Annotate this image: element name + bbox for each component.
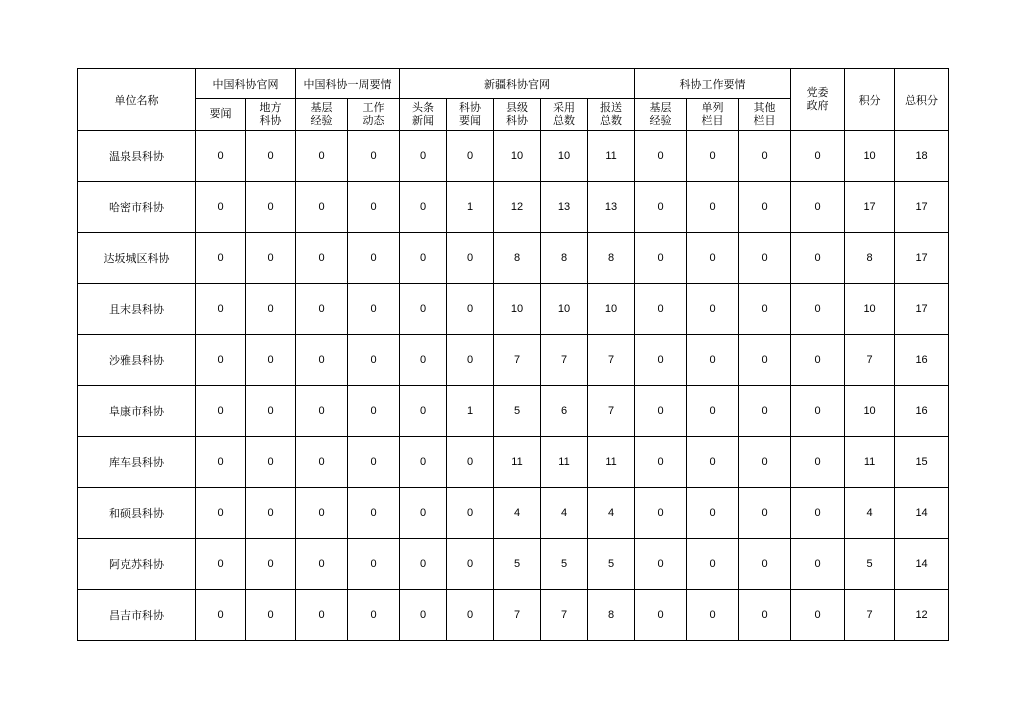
cell-kexie-yaowen: 1	[447, 182, 494, 233]
cell-baosong-zongshu: 13	[588, 182, 635, 233]
unit-name-cell: 阜康市科协	[78, 386, 196, 437]
cell-zongjifen: 12	[895, 590, 949, 641]
cell-gongzuo-dongtai: 0	[348, 335, 400, 386]
cell-qita-lanmu: 0	[739, 590, 791, 641]
cell-danlie-lanmu: 0	[687, 335, 739, 386]
cell-kexie-yaowen: 0	[447, 590, 494, 641]
cell-zongjifen: 15	[895, 437, 949, 488]
cell-danlie-lanmu: 0	[687, 437, 739, 488]
cell-jifen: 8	[845, 233, 895, 284]
cell-danlie-lanmu: 0	[687, 488, 739, 539]
cell-xianji-kexie: 12	[494, 182, 541, 233]
cell-caiyong-zongshu: 7	[541, 590, 588, 641]
cell-danlie-lanmu: 0	[687, 539, 739, 590]
unit-name-cell: 且末县科协	[78, 284, 196, 335]
cell-baosong-zongshu: 7	[588, 386, 635, 437]
cell-jiceng-jingyan-1: 0	[296, 131, 348, 182]
header-col-baosong-zongshu: 报送 总数	[588, 99, 635, 131]
cell-jiceng-jingyan-1: 0	[296, 386, 348, 437]
cell-difang-kexie: 0	[246, 131, 296, 182]
cell-xianji-kexie: 11	[494, 437, 541, 488]
cell-caiyong-zongshu: 5	[541, 539, 588, 590]
cell-jiceng-jingyan-1: 0	[296, 182, 348, 233]
cell-toutiao-xinwen: 0	[400, 335, 447, 386]
cell-dangwei-zhengfu: 0	[791, 182, 845, 233]
cell-toutiao-xinwen: 0	[400, 488, 447, 539]
cell-baosong-zongshu: 11	[588, 131, 635, 182]
cell-gongzuo-dongtai: 0	[348, 590, 400, 641]
cell-jiceng-jingyan-2: 0	[635, 539, 687, 590]
cell-xianji-kexie: 7	[494, 335, 541, 386]
cell-baosong-zongshu: 10	[588, 284, 635, 335]
cell-dangwei-zhengfu: 0	[791, 539, 845, 590]
cell-dangwei-zhengfu: 0	[791, 131, 845, 182]
table-row	[78, 335, 949, 386]
cell-kexie-yaowen: 0	[447, 233, 494, 284]
cell-toutiao-xinwen: 0	[400, 182, 447, 233]
cell-jifen: 10	[845, 386, 895, 437]
header-unit-name: 单位名称	[78, 69, 196, 131]
cell-gongzuo-dongtai: 0	[348, 488, 400, 539]
cell-gongzuo-dongtai: 0	[348, 539, 400, 590]
cell-dangwei-zhengfu: 0	[791, 335, 845, 386]
cell-danlie-lanmu: 0	[687, 386, 739, 437]
table-header	[78, 69, 949, 131]
cell-zongjifen: 16	[895, 335, 949, 386]
header-col-yaowen: 要闻	[196, 99, 246, 131]
cell-zongjifen: 14	[895, 539, 949, 590]
cell-jiceng-jingyan-1: 0	[296, 284, 348, 335]
score-table	[77, 68, 949, 641]
cell-xianji-kexie: 10	[494, 284, 541, 335]
cell-yaowen: 0	[196, 437, 246, 488]
cell-dangwei-zhengfu: 0	[791, 488, 845, 539]
cell-jifen: 5	[845, 539, 895, 590]
cell-gongzuo-dongtai: 0	[348, 233, 400, 284]
cell-jiceng-jingyan-2: 0	[635, 182, 687, 233]
cell-jiceng-jingyan-2: 0	[635, 131, 687, 182]
cell-jiceng-jingyan-2: 0	[635, 386, 687, 437]
cell-caiyong-zongshu: 4	[541, 488, 588, 539]
header-col-difang-kexie: 地方 科协	[246, 99, 296, 131]
header-col-kexie-yaowen: 科协 要闻	[447, 99, 494, 131]
cell-zongjifen: 16	[895, 386, 949, 437]
cell-kexie-yaowen: 0	[447, 335, 494, 386]
cell-jiceng-jingyan-2: 0	[635, 284, 687, 335]
cell-dangwei-zhengfu: 0	[791, 284, 845, 335]
cell-toutiao-xinwen: 0	[400, 437, 447, 488]
cell-qita-lanmu: 0	[739, 131, 791, 182]
cell-danlie-lanmu: 0	[687, 233, 739, 284]
table-row	[78, 437, 949, 488]
unit-name-cell: 哈密市科协	[78, 182, 196, 233]
table-row	[78, 131, 949, 182]
cell-qita-lanmu: 0	[739, 386, 791, 437]
cell-kexie-yaowen: 0	[447, 131, 494, 182]
cell-qita-lanmu: 0	[739, 539, 791, 590]
cell-qita-lanmu: 0	[739, 437, 791, 488]
cell-jiceng-jingyan-1: 0	[296, 590, 348, 641]
unit-name-cell: 沙雅县科协	[78, 335, 196, 386]
table-row	[78, 488, 949, 539]
cell-yaowen: 0	[196, 233, 246, 284]
cell-qita-lanmu: 0	[739, 284, 791, 335]
cell-zongjifen: 17	[895, 233, 949, 284]
unit-name-cell: 和硕县科协	[78, 488, 196, 539]
header-group-cast-weekly: 中国科协一周要情	[296, 69, 400, 99]
cell-zongjifen: 17	[895, 182, 949, 233]
cell-toutiao-xinwen: 0	[400, 284, 447, 335]
unit-name-cell: 阿克苏科协	[78, 539, 196, 590]
cell-yaowen: 0	[196, 131, 246, 182]
cell-jiceng-jingyan-2: 0	[635, 590, 687, 641]
cell-toutiao-xinwen: 0	[400, 131, 447, 182]
cell-jifen: 7	[845, 335, 895, 386]
cell-danlie-lanmu: 0	[687, 284, 739, 335]
table-row	[78, 182, 949, 233]
cell-difang-kexie: 0	[246, 233, 296, 284]
header-col-gongzuo-dongtai: 工作 动态	[348, 99, 400, 131]
header-group-xinjiang-official: 新疆科协官网	[400, 69, 635, 99]
cell-baosong-zongshu: 7	[588, 335, 635, 386]
cell-caiyong-zongshu: 8	[541, 233, 588, 284]
cell-zongjifen: 17	[895, 284, 949, 335]
cell-toutiao-xinwen: 0	[400, 539, 447, 590]
cell-qita-lanmu: 0	[739, 488, 791, 539]
cell-jiceng-jingyan-1: 0	[296, 335, 348, 386]
cell-jifen: 10	[845, 131, 895, 182]
cell-kexie-yaowen: 0	[447, 284, 494, 335]
score-table-container	[77, 68, 948, 641]
cell-yaowen: 0	[196, 182, 246, 233]
cell-jiceng-jingyan-1: 0	[296, 437, 348, 488]
cell-dangwei-zhengfu: 0	[791, 233, 845, 284]
cell-zongjifen: 14	[895, 488, 949, 539]
header-col-xianji-kexie: 县级 科协	[494, 99, 541, 131]
cell-jiceng-jingyan-1: 0	[296, 233, 348, 284]
header-col-toutiao-xinwen: 头条 新闻	[400, 99, 447, 131]
cell-kexie-yaowen: 1	[447, 386, 494, 437]
cell-kexie-yaowen: 0	[447, 488, 494, 539]
cell-gongzuo-dongtai: 0	[348, 284, 400, 335]
cell-yaowen: 0	[196, 284, 246, 335]
cell-jiceng-jingyan-2: 0	[635, 233, 687, 284]
cell-caiyong-zongshu: 11	[541, 437, 588, 488]
cell-caiyong-zongshu: 10	[541, 284, 588, 335]
header-col-danlie-lanmu: 单列 栏目	[687, 99, 739, 131]
table-row	[78, 284, 949, 335]
cell-caiyong-zongshu: 10	[541, 131, 588, 182]
cell-baosong-zongshu: 8	[588, 590, 635, 641]
cell-yaowen: 0	[196, 590, 246, 641]
cell-baosong-zongshu: 4	[588, 488, 635, 539]
unit-name-cell: 达坂城区科协	[78, 233, 196, 284]
table-row	[78, 539, 949, 590]
header-group-cast-official: 中国科协官网	[196, 69, 296, 99]
header-group-work-brief: 科协工作要情	[635, 69, 791, 99]
table-row	[78, 386, 949, 437]
cell-baosong-zongshu: 11	[588, 437, 635, 488]
cell-jiceng-jingyan-1: 0	[296, 539, 348, 590]
header-zongjifen: 总积分	[895, 69, 949, 131]
cell-xianji-kexie: 5	[494, 539, 541, 590]
cell-difang-kexie: 0	[246, 437, 296, 488]
cell-jifen: 7	[845, 590, 895, 641]
cell-caiyong-zongshu: 13	[541, 182, 588, 233]
cell-dangwei-zhengfu: 0	[791, 386, 845, 437]
cell-toutiao-xinwen: 0	[400, 590, 447, 641]
cell-difang-kexie: 0	[246, 539, 296, 590]
cell-yaowen: 0	[196, 539, 246, 590]
cell-difang-kexie: 0	[246, 284, 296, 335]
header-row-groups	[78, 69, 949, 99]
cell-jifen: 4	[845, 488, 895, 539]
cell-toutiao-xinwen: 0	[400, 233, 447, 284]
unit-name-cell: 昌吉市科协	[78, 590, 196, 641]
cell-difang-kexie: 0	[246, 335, 296, 386]
cell-gongzuo-dongtai: 0	[348, 131, 400, 182]
cell-baosong-zongshu: 8	[588, 233, 635, 284]
cell-danlie-lanmu: 0	[687, 590, 739, 641]
cell-yaowen: 0	[196, 335, 246, 386]
header-col-jiceng-jingyan-2: 基层 经验	[635, 99, 687, 131]
header-dangwei-zhengfu: 党委 政府	[791, 69, 845, 131]
cell-jifen: 11	[845, 437, 895, 488]
cell-qita-lanmu: 0	[739, 182, 791, 233]
cell-gongzuo-dongtai: 0	[348, 182, 400, 233]
table-row	[78, 233, 949, 284]
cell-kexie-yaowen: 0	[447, 539, 494, 590]
cell-xianji-kexie: 5	[494, 386, 541, 437]
cell-qita-lanmu: 0	[739, 233, 791, 284]
table-row	[78, 590, 949, 641]
cell-xianji-kexie: 10	[494, 131, 541, 182]
cell-danlie-lanmu: 0	[687, 131, 739, 182]
cell-dangwei-zhengfu: 0	[791, 437, 845, 488]
cell-qita-lanmu: 0	[739, 335, 791, 386]
cell-jiceng-jingyan-2: 0	[635, 335, 687, 386]
cell-jifen: 17	[845, 182, 895, 233]
cell-gongzuo-dongtai: 0	[348, 437, 400, 488]
cell-dangwei-zhengfu: 0	[791, 590, 845, 641]
cell-jiceng-jingyan-2: 0	[635, 488, 687, 539]
unit-name-cell: 库车县科协	[78, 437, 196, 488]
cell-difang-kexie: 0	[246, 386, 296, 437]
header-col-jiceng-jingyan-1: 基层 经验	[296, 99, 348, 131]
cell-baosong-zongshu: 5	[588, 539, 635, 590]
cell-caiyong-zongshu: 6	[541, 386, 588, 437]
cell-jiceng-jingyan-1: 0	[296, 488, 348, 539]
cell-caiyong-zongshu: 7	[541, 335, 588, 386]
header-col-qita-lanmu: 其他 栏目	[739, 99, 791, 131]
cell-xianji-kexie: 4	[494, 488, 541, 539]
cell-difang-kexie: 0	[246, 182, 296, 233]
cell-xianji-kexie: 8	[494, 233, 541, 284]
cell-jifen: 10	[845, 284, 895, 335]
cell-gongzuo-dongtai: 0	[348, 386, 400, 437]
header-jifen: 积分	[845, 69, 895, 131]
cell-jiceng-jingyan-2: 0	[635, 437, 687, 488]
cell-kexie-yaowen: 0	[447, 437, 494, 488]
table-body	[78, 131, 949, 641]
cell-toutiao-xinwen: 0	[400, 386, 447, 437]
cell-zongjifen: 18	[895, 131, 949, 182]
header-col-caiyong-zongshu: 采用 总数	[541, 99, 588, 131]
cell-difang-kexie: 0	[246, 488, 296, 539]
cell-difang-kexie: 0	[246, 590, 296, 641]
cell-danlie-lanmu: 0	[687, 182, 739, 233]
unit-name-cell: 温泉县科协	[78, 131, 196, 182]
cell-yaowen: 0	[196, 488, 246, 539]
cell-xianji-kexie: 7	[494, 590, 541, 641]
cell-yaowen: 0	[196, 386, 246, 437]
